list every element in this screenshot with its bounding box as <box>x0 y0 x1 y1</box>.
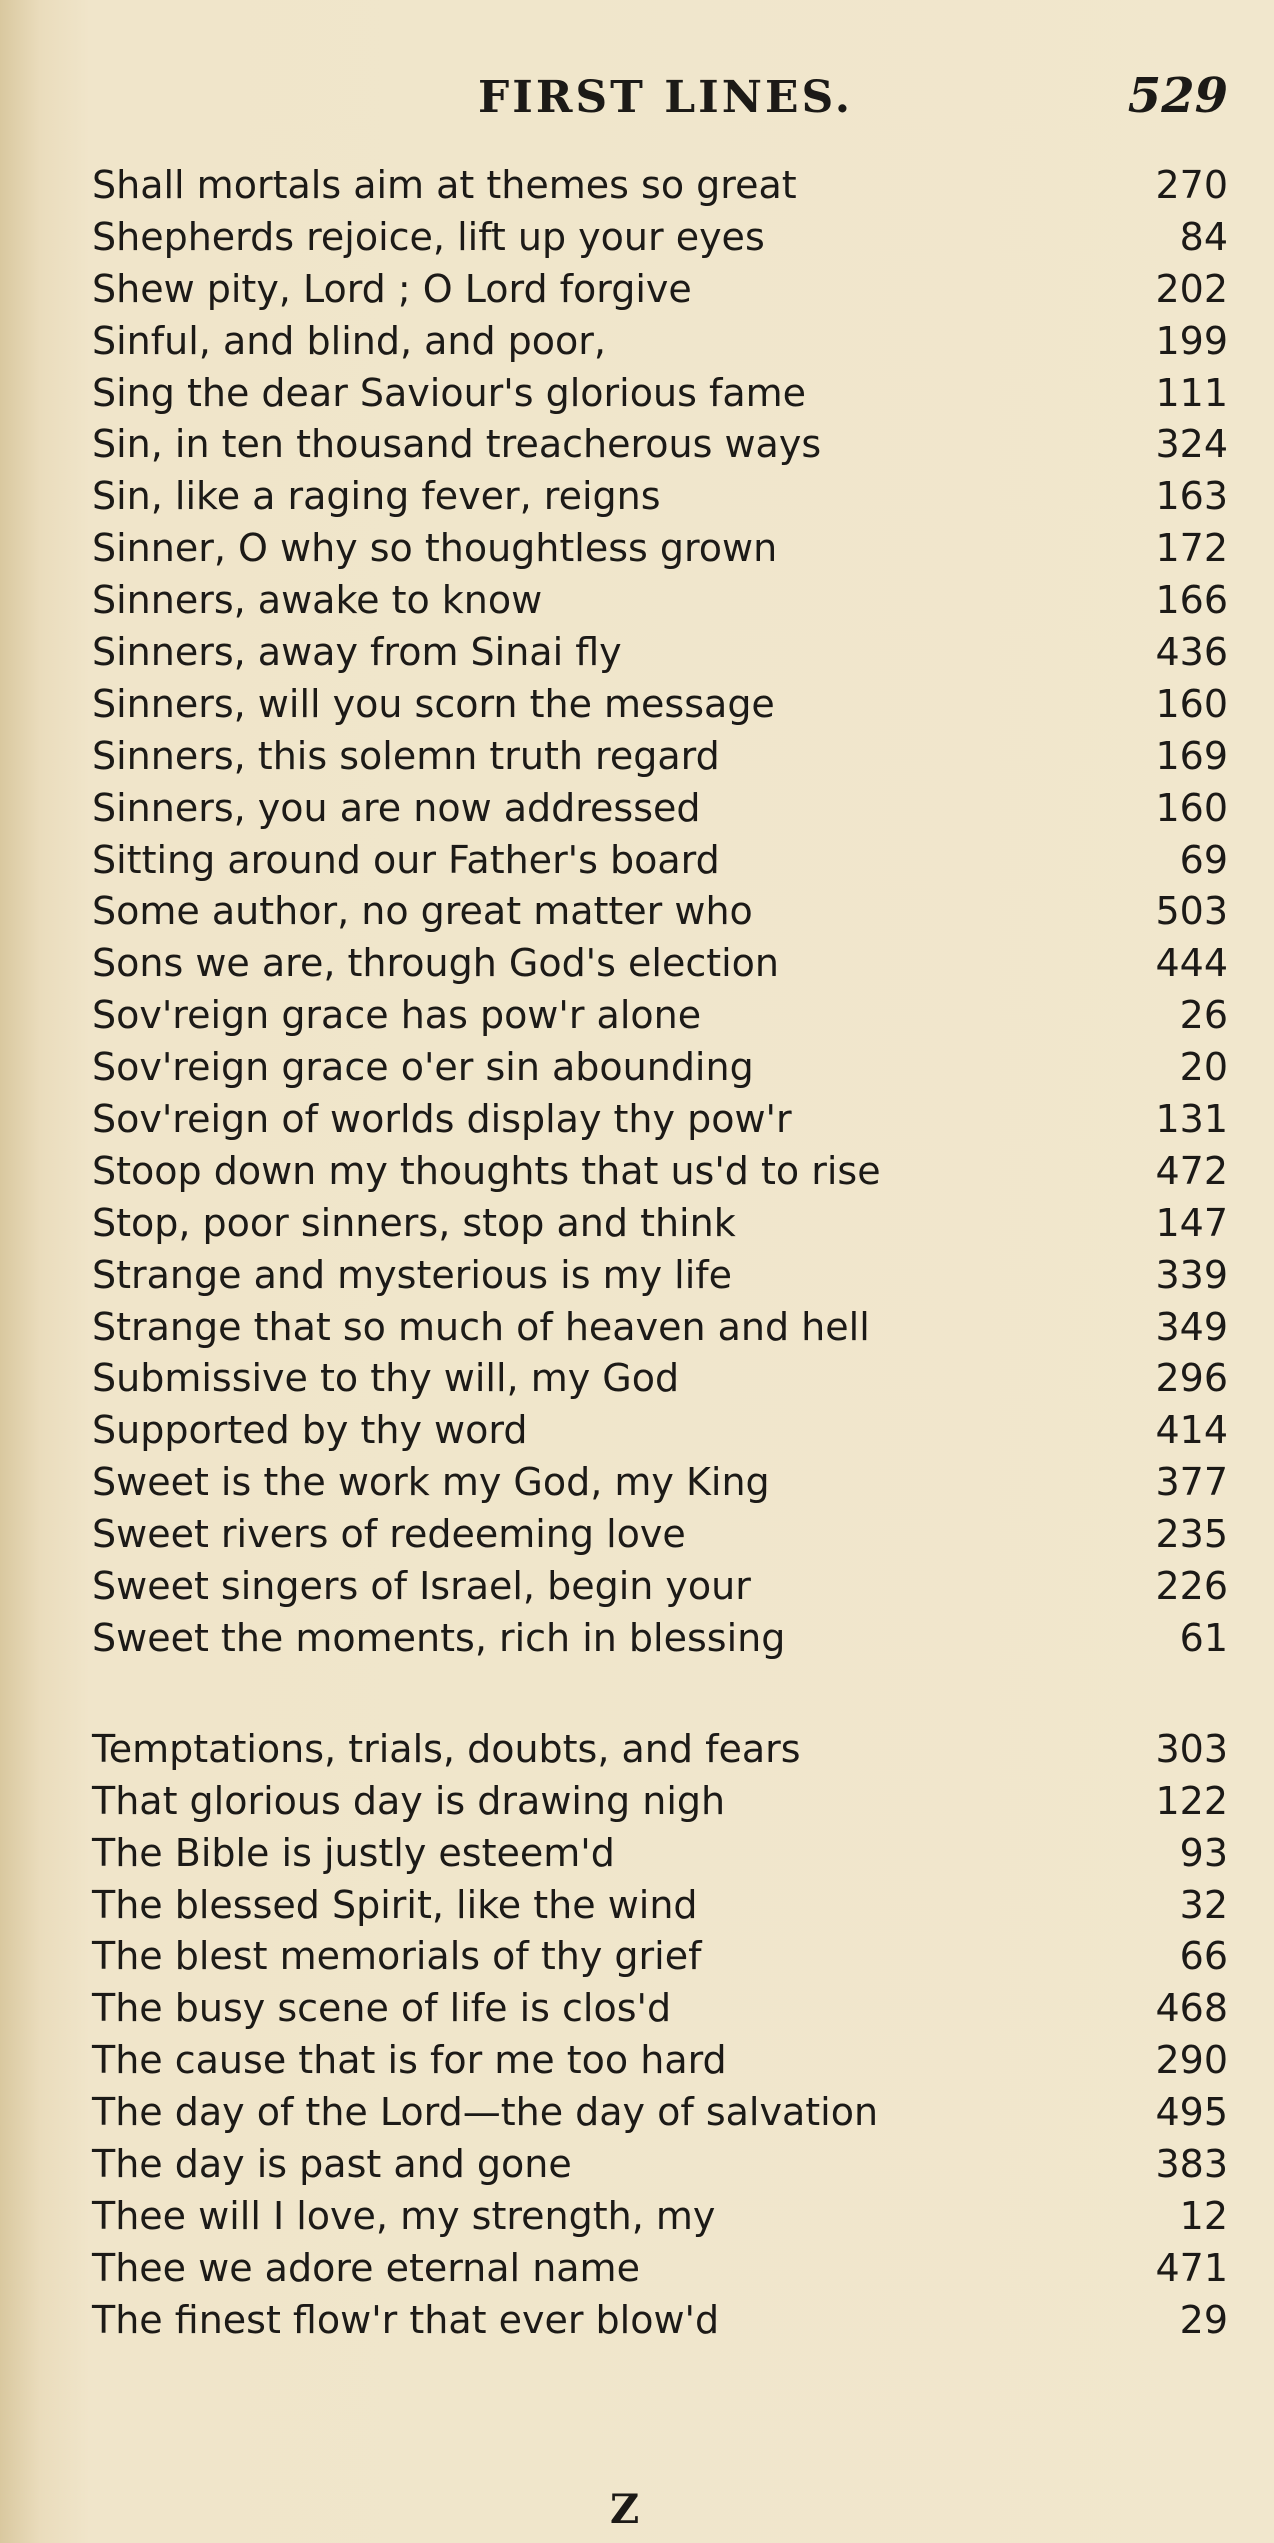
index-entry <box>92 471 1228 523</box>
first-line-text: That glorious day is drawing nigh <box>92 1778 726 1823</box>
first-line-text: Sov'reign of worlds display thy pow'r <box>92 1097 792 1142</box>
hymn-number: 93 <box>1179 1830 1228 1875</box>
first-line-text: Shall mortals aim at themes so great <box>92 163 797 207</box>
index-entry <box>92 575 1228 627</box>
first-line-text: The blest memorials of thy grief <box>92 1934 702 1979</box>
hymn-number: 160 <box>1155 681 1228 726</box>
hymn-number: 296 <box>1155 1356 1228 1401</box>
index-entry <box>92 1509 1228 1561</box>
first-line-text: Submissive to thy will, my God <box>92 1356 680 1401</box>
first-line-text: Sweet is the work my God, my King <box>92 1460 770 1505</box>
first-line-text: Sov'reign grace o'er sin abounding <box>92 1045 754 1090</box>
index-entry <box>92 1828 1228 1880</box>
hymn-number: 20 <box>1179 1045 1228 1090</box>
signature-mark: Z <box>610 2486 640 2533</box>
index-entry <box>92 938 1228 990</box>
hymn-number: 235 <box>1155 1512 1228 1557</box>
index-entry <box>92 1146 1228 1198</box>
index-entry <box>92 1457 1228 1509</box>
first-line-text: The finest flow'r that ever blow'd <box>92 2297 720 2342</box>
first-line-text: Thee will I love, my strength, my <box>92 2193 716 2238</box>
first-line-text: Stoop down my thoughts that us'd to rise <box>92 1148 881 1193</box>
index-entry <box>92 990 1228 1042</box>
index-entry <box>92 264 1228 316</box>
index-group <box>92 160 1228 1665</box>
index-entry <box>92 419 1228 471</box>
index-entry <box>92 1983 1228 2035</box>
first-line-text: Sinful, and blind, and poor, <box>92 318 607 363</box>
hymn-number: 414 <box>1155 1408 1228 1453</box>
first-line-text: Sons we are, through God's election <box>92 941 780 986</box>
hymn-number: 444 <box>1155 941 1228 986</box>
hymn-number: 84 <box>1179 214 1228 259</box>
index-entry <box>92 2087 1228 2139</box>
first-line-text: Sinners, away from Sinai fly <box>92 630 622 675</box>
hymn-number: 471 <box>1155 2245 1228 2290</box>
first-line-text: Sov'reign grace has pow'r alone <box>92 993 702 1038</box>
first-line-text: Sing the dear Saviour's glorious fame <box>92 370 807 415</box>
index-group <box>92 1724 1228 2347</box>
hymn-number: 503 <box>1155 889 1228 934</box>
index-entry <box>92 1198 1228 1250</box>
hymn-number: 324 <box>1155 422 1228 467</box>
first-line-text: The day is past and gone <box>92 2141 572 2186</box>
index-entry <box>92 1405 1228 1457</box>
first-line-text: Temptations, trials, doubts, and fears <box>92 1726 801 1771</box>
first-line-text: Thee we adore eternal name <box>92 2245 640 2290</box>
index-entry <box>92 1302 1228 1354</box>
hymn-number: 111 <box>1155 370 1228 415</box>
hymn-number: 270 <box>1155 163 1228 207</box>
index-entry <box>92 627 1228 679</box>
hymn-number: 29 <box>1179 2297 1228 2342</box>
hymn-number: 199 <box>1155 318 1228 363</box>
first-line-text: Stop, poor sinners, stop and think <box>92 1200 736 1245</box>
first-line-text: The Bible is justly esteem'd <box>92 1830 615 1875</box>
hymn-number: 61 <box>1179 1615 1228 1660</box>
first-line-text: The cause that is for me too hard <box>92 2038 727 2083</box>
first-line-text: Sinners, you are now addressed <box>92 785 701 830</box>
hymn-number: 495 <box>1155 2090 1228 2135</box>
index-entry <box>92 523 1228 575</box>
first-line-text: Sinner, O why so thoughtless grown <box>92 526 778 571</box>
index-entry <box>92 1931 1228 1983</box>
running-header <box>0 62 1274 132</box>
first-line-text: The busy scene of life is clos'd <box>92 1986 672 2031</box>
index-entry <box>92 160 1228 212</box>
index-entry <box>92 1880 1228 1932</box>
hymn-number: 383 <box>1155 2141 1228 2186</box>
index-entry <box>92 1776 1228 1828</box>
index-entry <box>92 731 1228 783</box>
first-line-text: Sweet rivers of redeeming love <box>92 1512 686 1557</box>
hymn-number: 226 <box>1155 1564 1228 1609</box>
hymn-number: 131 <box>1155 1097 1228 1142</box>
index-entry <box>92 2295 1228 2347</box>
index-entry <box>92 2139 1228 2191</box>
hymn-number: 166 <box>1155 578 1228 623</box>
hymn-number: 172 <box>1155 526 1228 571</box>
index-entry <box>92 1561 1228 1613</box>
index-entry <box>92 1250 1228 1302</box>
first-lines-index <box>92 160 1228 2347</box>
hymn-number: 436 <box>1155 630 1228 675</box>
first-line-text: Sinners, awake to know <box>92 578 543 623</box>
index-entry <box>92 1042 1228 1094</box>
hymn-number: 472 <box>1155 1148 1228 1193</box>
running-title: FIRST LINES. <box>478 72 854 123</box>
index-entry <box>92 2035 1228 2087</box>
index-entry <box>92 783 1228 835</box>
first-line-text: Sitting around our Father's board <box>92 837 720 882</box>
hymn-number: 122 <box>1155 1778 1228 1823</box>
first-line-text: Sweet singers of Israel, begin your <box>92 1564 751 1609</box>
first-line-text: Strange that so much of heaven and hell <box>92 1304 870 1349</box>
hymn-number: 349 <box>1155 1304 1228 1349</box>
hymn-number: 66 <box>1179 1934 1228 1979</box>
hymn-number: 160 <box>1155 785 1228 830</box>
index-entry <box>92 1353 1228 1405</box>
index-entry <box>92 1724 1228 1776</box>
hymn-number: 290 <box>1155 2038 1228 2083</box>
hymn-number: 12 <box>1179 2193 1228 2238</box>
first-line-text: Sin, in ten thousand treacherous ways <box>92 422 822 467</box>
index-entry <box>92 679 1228 731</box>
index-entry <box>92 368 1228 420</box>
first-line-text: The blessed Spirit, like the wind <box>92 1882 698 1927</box>
hymn-number: 468 <box>1155 1986 1228 2031</box>
hymn-number: 339 <box>1155 1252 1228 1297</box>
first-line-text: Sweet the moments, rich in blessing <box>92 1615 786 1660</box>
first-line-text: Sinners, will you scorn the message <box>92 681 775 726</box>
first-line-text: Supported by thy word <box>92 1408 528 1453</box>
first-line-text: Shew pity, Lord ; O Lord forgive <box>92 266 692 311</box>
hymn-number: 32 <box>1179 1882 1228 1927</box>
index-entry <box>92 2243 1228 2295</box>
index-entry <box>92 1094 1228 1146</box>
first-line-text: Strange and mysterious is my life <box>92 1252 733 1297</box>
first-line-text: The day of the Lord—the day of salvation <box>92 2090 879 2135</box>
first-line-text: Sin, like a raging fever, reigns <box>92 474 661 519</box>
index-entry <box>92 1613 1228 1665</box>
first-line-text: Sinners, this solemn truth regard <box>92 733 720 778</box>
page-number: 529 <box>1127 68 1228 124</box>
hymn-number: 202 <box>1155 266 1228 311</box>
hymn-number: 147 <box>1155 1200 1228 1245</box>
hymn-number: 69 <box>1179 837 1228 882</box>
hymn-number: 303 <box>1155 1726 1228 1771</box>
first-line-text: Some author, no great matter who <box>92 889 753 934</box>
index-entry <box>92 835 1228 887</box>
hymn-number: 377 <box>1155 1460 1228 1505</box>
hymn-number: 163 <box>1155 474 1228 519</box>
hymn-number: 169 <box>1155 733 1228 778</box>
index-entry <box>92 212 1228 264</box>
index-entry <box>92 886 1228 938</box>
index-entry <box>92 2191 1228 2243</box>
index-entry <box>92 316 1228 368</box>
hymn-number: 26 <box>1179 993 1228 1038</box>
first-line-text: Shepherds rejoice, lift up your eyes <box>92 214 765 259</box>
